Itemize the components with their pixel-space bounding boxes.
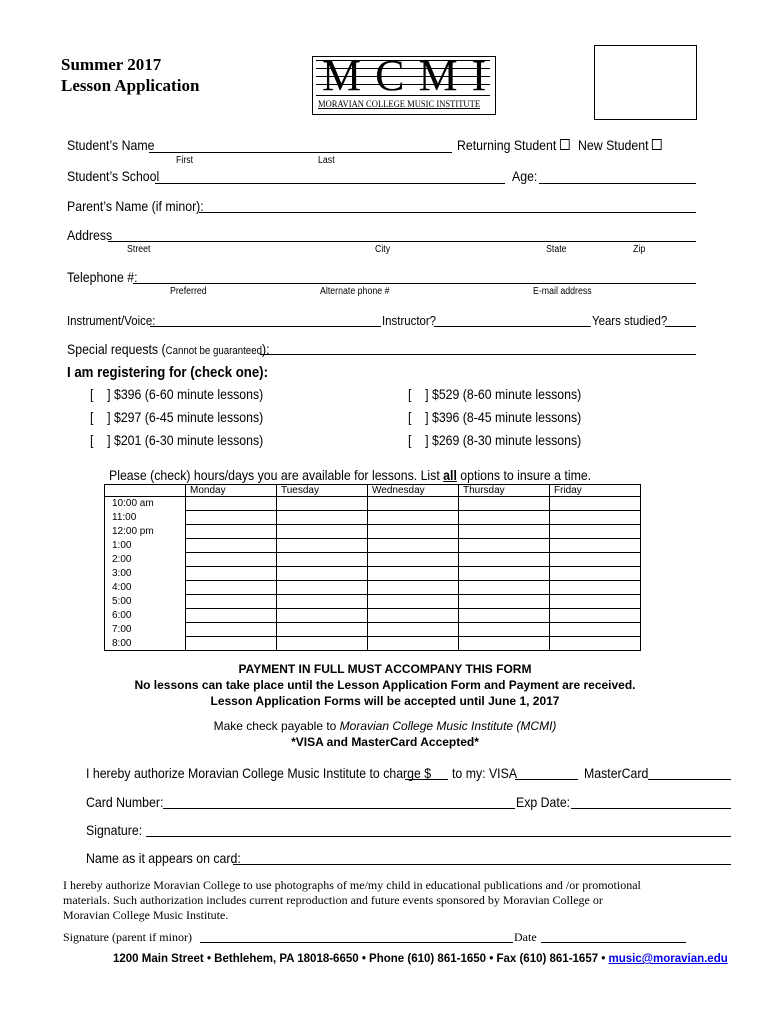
availability-cell[interactable]: [186, 511, 277, 525]
availability-cell[interactable]: [277, 553, 368, 567]
alternate-phone-label: Alternate phone #: [320, 286, 390, 297]
zip-label: Zip: [633, 244, 646, 255]
student-name-field[interactable]: [149, 152, 452, 153]
availability-cell[interactable]: [459, 595, 550, 609]
parent-signature-field[interactable]: [200, 942, 513, 943]
release-date-field[interactable]: [541, 942, 686, 943]
time-slot-label: 7:00: [105, 623, 186, 637]
telephone-field[interactable]: [133, 283, 696, 284]
telephone-label: Telephone #:: [67, 269, 138, 285]
availability-cell[interactable]: [550, 637, 641, 651]
last-label: Last: [318, 155, 335, 166]
availability-row: [105, 609, 641, 623]
time-header: [105, 485, 186, 497]
availability-cell[interactable]: [459, 637, 550, 651]
availability-cell[interactable]: [186, 637, 277, 651]
card-number-field[interactable]: [163, 808, 515, 809]
availability-cell[interactable]: [277, 567, 368, 581]
availability-row: [105, 525, 641, 539]
preferred-label: Preferred: [170, 286, 207, 297]
registration-heading: I am registering for (check one):: [67, 364, 268, 381]
availability-cell[interactable]: [186, 497, 277, 511]
time-slot-label: 1:00: [105, 539, 186, 553]
photo-release-line-2: materials. Such authorization includes current reproduction and future events sponsored by Moravian College or: [63, 893, 603, 907]
day-tuesday: Tuesday: [277, 485, 368, 497]
instructor-field[interactable]: [434, 326, 591, 327]
mastercard-field[interactable]: [648, 779, 731, 780]
payment-notice-2: No lessons can take place until the Lesson Application Form and Payment are received.: [134, 678, 636, 692]
mastercard-label: MasterCard: [584, 765, 649, 781]
visa-label: to my: VISA: [452, 765, 518, 781]
parent-signature-label: Signature (parent if minor): [63, 930, 192, 944]
availability-cell[interactable]: [459, 511, 550, 525]
availability-cell[interactable]: [186, 609, 277, 623]
logo-subtitle: MORAVIAN COLLEGE MUSIC INSTITUTE: [318, 99, 481, 109]
age-field[interactable]: [539, 183, 696, 184]
name-on-card-field[interactable]: [233, 864, 731, 865]
time-slot-label: 5:00: [105, 595, 186, 609]
day-friday: Friday: [550, 485, 641, 497]
availability-instruction: Please (check) hours/days you are available for lessons. List all options to insure a time.: [109, 467, 592, 483]
availability-cell[interactable]: [277, 539, 368, 553]
availability-cell[interactable]: [459, 567, 550, 581]
day-monday: Monday: [186, 485, 277, 497]
day-thursday: Thursday: [459, 485, 550, 497]
availability-cell[interactable]: [186, 623, 277, 637]
availability-cell[interactable]: [550, 623, 641, 637]
availability-cell[interactable]: [186, 525, 277, 539]
photo-box[interactable]: [594, 45, 697, 120]
availability-row: [105, 637, 641, 651]
availability-cell[interactable]: [550, 511, 641, 525]
availability-cell[interactable]: [186, 553, 277, 567]
availability-cell[interactable]: [368, 581, 459, 595]
season-title: Summer 2017: [61, 55, 162, 74]
page-title: Lesson Application: [61, 76, 200, 95]
photo-release-line-3: Moravian College Music Institute.: [63, 908, 229, 922]
authorize-charge-label: I hereby authorize Moravian College Music Institute to charge $: [86, 765, 432, 781]
availability-row: [105, 539, 641, 553]
availability-cell[interactable]: [368, 553, 459, 567]
option-396-8[interactable]: [ ] $396 (8-45 minute lessons): [408, 409, 582, 425]
availability-cell[interactable]: [550, 581, 641, 595]
check-payable: Make check payable to Moravian College Music Institute (MCMI): [213, 719, 557, 733]
availability-cell[interactable]: [368, 595, 459, 609]
availability-cell[interactable]: [550, 567, 641, 581]
availability-cell[interactable]: [277, 511, 368, 525]
first-label: First: [176, 155, 194, 166]
availability-cell[interactable]: [550, 497, 641, 511]
new-student-label: New Student: [578, 137, 662, 153]
address-field[interactable]: [108, 241, 696, 242]
footer-contact: 1200 Main Street • Bethlehem, PA 18018-6650 • Phone (610) 861-1650 • Fax (610) 861-1657 • music@moravian.edu: [113, 953, 728, 965]
parent-field[interactable]: [199, 212, 696, 213]
availability-cell[interactable]: [277, 525, 368, 539]
availability-cell[interactable]: [459, 539, 550, 553]
availability-cell[interactable]: [186, 567, 277, 581]
payment-notice-1: PAYMENT IN FULL MUST ACCOMPANY THIS FORM: [238, 662, 532, 676]
signature-label: Signature:: [86, 822, 143, 838]
availability-cell[interactable]: [550, 539, 641, 553]
city-label: City: [375, 244, 391, 255]
availability-row: [105, 567, 641, 581]
option-529-8[interactable]: [ ] $529 (8-60 minute lessons): [408, 386, 582, 402]
instrument-label: Instrument/Voice:: [67, 313, 156, 328]
address-label: Address: [67, 227, 113, 243]
availability-cell[interactable]: [550, 553, 641, 567]
visa-field[interactable]: [515, 779, 578, 780]
availability-row: [105, 623, 641, 637]
footer-email-link[interactable]: music@moravian.edu: [608, 953, 728, 965]
availability-cell[interactable]: [186, 581, 277, 595]
availability-cell[interactable]: [459, 581, 550, 595]
name-on-card-label: Name as it appears on card:: [86, 850, 241, 866]
payment-notice-3: Lesson Application Forms will be accepted until June 1, 2017: [210, 694, 560, 708]
availability-row: [105, 511, 641, 525]
card-number-label: Card Number:: [86, 794, 164, 810]
student-name-label: Student’s Name: [67, 137, 155, 153]
time-slot-label: 3:00: [105, 567, 186, 581]
time-slot-label: 2:00: [105, 553, 186, 567]
instructor-label: Instructor?: [382, 313, 437, 328]
time-slot-label: 4:00: [105, 581, 186, 595]
availability-cell[interactable]: [368, 497, 459, 511]
option-269-8[interactable]: [ ] $269 (8-30 minute lessons): [408, 432, 582, 448]
school-label: Student’s School: [67, 168, 160, 184]
option-396-6[interactable]: [ ] $396 (6-60 minute lessons): [90, 386, 264, 402]
time-slot-label: 12:00 pm: [105, 525, 186, 539]
exp-date-field[interactable]: [571, 808, 731, 809]
availability-cell[interactable]: [550, 609, 641, 623]
availability-cell[interactable]: [368, 623, 459, 637]
availability-cell[interactable]: [459, 623, 550, 637]
street-label: Street: [127, 244, 151, 255]
availability-cell[interactable]: [186, 595, 277, 609]
charge-amount-field[interactable]: [405, 779, 448, 780]
availability-cell[interactable]: [277, 637, 368, 651]
time-slot-label: 11:00: [105, 511, 186, 525]
years-field[interactable]: [665, 326, 696, 327]
availability-row: [105, 581, 641, 595]
availability-cell[interactable]: [368, 609, 459, 623]
availability-table: [104, 484, 641, 651]
release-date-label: Date: [514, 930, 537, 944]
exp-date-label: Exp Date:: [516, 794, 571, 810]
availability-cell[interactable]: [277, 497, 368, 511]
state-label: State: [546, 244, 567, 255]
availability-row: [105, 595, 641, 609]
time-slot-label: 6:00: [105, 609, 186, 623]
availability-cell[interactable]: [368, 539, 459, 553]
returning-student-checkbox[interactable]: [560, 139, 570, 150]
time-slot-label: 8:00: [105, 637, 186, 651]
age-label: Age:: [512, 168, 538, 184]
instrument-field[interactable]: [150, 326, 381, 327]
availability-cell[interactable]: [368, 511, 459, 525]
availability-cell[interactable]: [277, 609, 368, 623]
logo-letters: MCMI: [322, 51, 501, 100]
availability-cell[interactable]: [550, 595, 641, 609]
availability-cell[interactable]: [459, 609, 550, 623]
availability-cell[interactable]: [368, 637, 459, 651]
time-slot-label: 10:00 am: [105, 497, 186, 511]
option-201-6[interactable]: [ ] $201 (6-30 minute lessons): [90, 432, 264, 448]
day-wednesday: Wednesday: [368, 485, 459, 497]
mcmi-logo: [312, 51, 501, 116]
cards-accepted: *VISA and MasterCard Accepted*: [291, 735, 479, 749]
availability-row: [105, 553, 641, 567]
availability-cell[interactable]: [277, 595, 368, 609]
years-label: Years studied?: [592, 313, 668, 328]
availability-cell[interactable]: [459, 525, 550, 539]
new-student-checkbox[interactable]: [652, 139, 662, 150]
special-requests-label: Special requests (Cannot be guaranteed):: [67, 341, 270, 357]
availability-cell[interactable]: [277, 623, 368, 637]
availability-row: [105, 497, 641, 511]
availability-cell[interactable]: [550, 525, 641, 539]
parent-label: Parent’s Name (if minor):: [67, 198, 204, 214]
availability-cell[interactable]: [368, 525, 459, 539]
returning-student-label: Returning Student: [457, 137, 570, 153]
availability-cell[interactable]: [277, 581, 368, 595]
availability-cell[interactable]: [186, 539, 277, 553]
option-297-6[interactable]: [ ] $297 (6-45 minute lessons): [90, 409, 264, 425]
school-field[interactable]: [155, 183, 505, 184]
availability-cell[interactable]: [459, 497, 550, 511]
signature-field[interactable]: [146, 836, 731, 837]
photo-release-line-1: I hereby authorize Moravian College to use photographs of me/my child in educational publications and /or promotional: [63, 878, 641, 892]
availability-cell[interactable]: [368, 567, 459, 581]
special-requests-field[interactable]: [260, 354, 696, 355]
email-label: E-mail address: [533, 286, 592, 297]
availability-cell[interactable]: [459, 553, 550, 567]
